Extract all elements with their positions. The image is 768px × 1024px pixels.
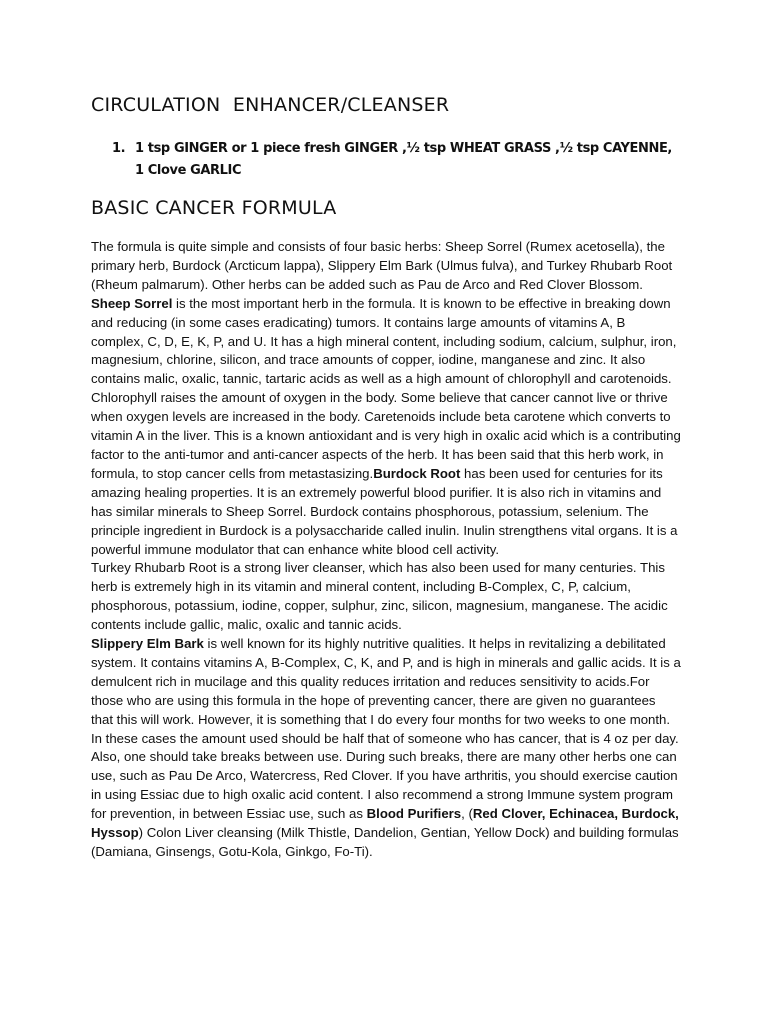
burdock-text: has been used for centuries for its amazing healing properties. It is an extremely powerful blood purifier. It is also rich in vitamins and has similar minerals to Sheep Sorrel. Burdock contains phosphorous, potassium, selenium. The principle ingredient in Burdock is a polysaccharide called inulin. Inulin strengthens vital organs. It is a powerful immune modulator that can enhance white blood cell activity. [91, 465, 678, 557]
term-herb-list: Red Clover, Echinacea, Burdock, Hyssop [91, 806, 679, 841]
heading-basic-cancer-formula: BASIC CANCER FORMULA [91, 197, 337, 219]
recipe-list [112, 138, 672, 182]
term-burdock-root: Burdock Root [373, 465, 461, 481]
list-item-text: 1 tsp GINGER or 1 piece fresh GINGER ,½ tsp WHEAT GRASS ,½ tsp CAYENNE, 1 Clove GARLIC [135, 141, 672, 178]
list-item-number: 1. [112, 141, 126, 156]
term-slippery-elm-bark: Slippery Elm Bark [91, 636, 204, 652]
rhubarb-text: Turkey Rhubarb Root is a strong liver cleanser, which has also been used for many centuries. This herb is extremely high in its vitamin and mineral content, including B-Complex, C, P, calcium, phosphorous, potassium, iodine, copper, sulphur, zinc, silicon, magnesium, manganese. The acidic contents include gallic, malic, oxalic and tannic acids. [91, 560, 668, 633]
list-item [112, 138, 672, 182]
body-paragraph [91, 238, 681, 862]
heading-circulation-enhancer: CIRCULATION ENHANCER/CLEANSER [91, 94, 450, 116]
term-sheep-sorrel: Sheep Sorrel [91, 295, 173, 311]
slippery-elm-text: is well known for its highly nutritive qualities. It helps in revitalizing a debilitated system. It contains vitamins A, B-Complex, C, K, and P, and is high in minerals and gallic acids. It is a demulcent rich in mucilage and this quality reduces irritation and reduces sensitivity to acids.For those who are using this formula in the hope of preventing cancer, there are given no guarantees that this will work. However, it is something that I do every four months for two weeks to one month. In these cases the amount used should be half that of someone who has cancer, that is 4 oz per day. Also, one should take breaks between use. During such breaks, there are many other herbs one can use, such as Pau De Arco, Watercress, Red Clover. If you have arthritis, you should exercise caution in using Essiac due to high oxalic acid content. I also recommend a strong Immune system program for prevention, in between Essiac use, such as [91, 636, 681, 822]
separator-text: , ( [461, 806, 473, 822]
closing-text: ) Colon Liver cleansing (Milk Thistle, Dandelion, Gentian, Yellow Dock) and building formulas (Damiana, Ginsengs, Gotu-Kola, Ginkgo, Fo-Ti). [91, 825, 679, 859]
intro-text: The formula is quite simple and consists of four basic herbs: Sheep Sorrel (Rumex acetosella), the primary herb, Burdock (Arcticum lappa), Slippery Elm Bark (Ulmus fulva), and Turkey Rhubarb Root (Rheum palmarum). Other herbs can be added such as Pau de Arco and Red Clover Blossom. [91, 239, 673, 292]
term-blood-purifiers: Blood Purifiers [366, 806, 462, 822]
sheep-sorrel-text: is the most important herb in the formula. It is known to be effective in breaking down and reducing (in some cases eradicating) tumors. It contains large amounts of vitamins A, B complex, C, D, E, K, P, and U. It has a high mineral content, including sodium, calcium, sulphur, iron, magnesium, chlorine, silicon, and trace amounts of copper, iodine, manganese and zinc. It also contains malic, oxalic, tannic, tartaric acids as well as a high amount of chlorophyll and carotenoids. Chlorophyll raises the amount of oxygen in the body. Some believe that cancer cannot live or thrive when oxygen levels are increased in the body. Caretenoids include beta carotene which converts to vitamin A in the liver. This is a known antioxidant and is very high in oxalic acid which is a contributing factor to the anti-tumor and anti-cancer aspects of the herb. It has been said that this herb work, in formula, to stop cancer cells from metastasizing. [91, 295, 681, 481]
